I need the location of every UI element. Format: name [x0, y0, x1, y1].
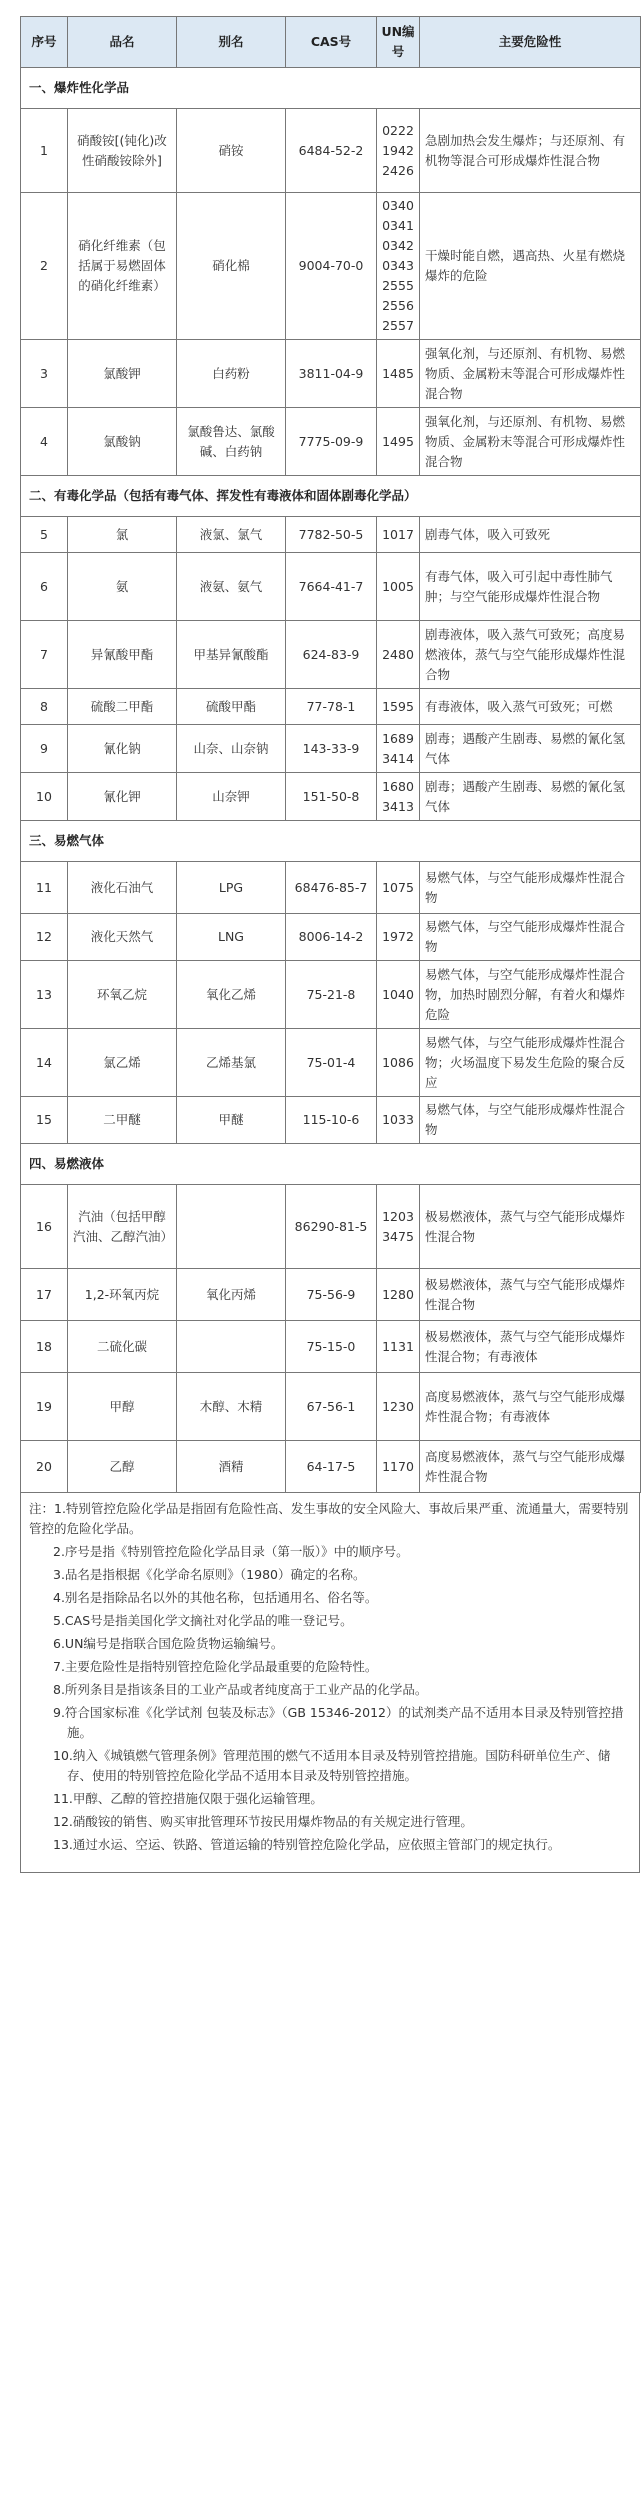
row-name: 乙醇 — [68, 1441, 177, 1493]
row-un: 1086 — [377, 1029, 420, 1097]
row-alias: 氧化丙烯 — [177, 1269, 286, 1321]
row-alias — [177, 1185, 286, 1269]
row-hazard: 易燃气体，与空气能形成爆炸性混合物 — [420, 914, 641, 961]
row-un: 1075 — [377, 862, 420, 914]
note-item: 13.通过水运、空运、铁路、管道运输的特别管控危险化学品，应依照主管部门的规定执行。 — [53, 1837, 561, 1852]
row-hazard: 易燃气体，与空气能形成爆炸性混合物；火场温度下易发生危险的聚合反应 — [420, 1029, 641, 1097]
row-cas: 7664-41-7 — [286, 553, 377, 621]
section-row — [21, 821, 641, 862]
table-row — [21, 961, 641, 1029]
row-hazard: 高度易燃液体，蒸气与空气能形成爆炸性混合物 — [420, 1441, 641, 1493]
row-cas: 3811-04-9 — [286, 340, 377, 408]
table-row — [21, 517, 641, 553]
row-number: 15 — [21, 1097, 68, 1144]
row-alias: 氧化乙烯 — [177, 961, 286, 1029]
note-item: 8.所列条目是指该条目的工业产品或者纯度高于工业产品的化学品。 — [53, 1682, 428, 1697]
row-number: 8 — [21, 689, 68, 725]
note-item: 10.纳入《城镇燃气管理条例》管理范围的燃气不适用本目录及特别管控措施。国防科研单位生产、储存、使用的特别管控危险化学品不适用本目录及特别管控措施。 — [53, 1748, 611, 1783]
note-item: 2.序号是指《特别管控危险化学品目录（第一版）》中的顺序号。 — [53, 1544, 409, 1559]
row-number: 3 — [21, 340, 68, 408]
row-name: 氯 — [68, 517, 177, 553]
table-row — [21, 862, 641, 914]
row-hazard: 急剧加热会发生爆炸；与还原剂、有机物等混合可形成爆炸性混合物 — [420, 109, 641, 193]
row-number: 16 — [21, 1185, 68, 1269]
section-title: 三、易燃气体 — [21, 821, 641, 862]
row-hazard: 易燃气体，与空气能形成爆炸性混合物 — [420, 1097, 641, 1144]
row-cas: 75-21-8 — [286, 961, 377, 1029]
row-hazard: 有毒液体，吸入蒸气可致死；可燃 — [420, 689, 641, 725]
row-cas: 7782-50-5 — [286, 517, 377, 553]
row-number: 5 — [21, 517, 68, 553]
row-cas: 75-01-4 — [286, 1029, 377, 1097]
table-row — [21, 1373, 641, 1441]
row-hazard: 有毒气体，吸入可引起中毒性肺气肿；与空气能形成爆炸性混合物 — [420, 553, 641, 621]
row-alias: 氯酸鲁达、氯酸碱、白药钠 — [177, 408, 286, 476]
row-number: 2 — [21, 193, 68, 340]
row-name: 氰化钾 — [68, 773, 177, 821]
table-row — [21, 1321, 641, 1373]
header-hazard: 主要危险性 — [420, 17, 641, 68]
row-name: 氯酸钾 — [68, 340, 177, 408]
row-alias: 液氨、氨气 — [177, 553, 286, 621]
note-item: 7.主要危险性是指特别管控危险化学品最重要的危险特性。 — [53, 1659, 378, 1674]
document — [20, 16, 640, 1873]
table-row — [21, 1029, 641, 1097]
note-item: 9.符合国家标准《化学试剂 包装及标志》（GB 15346-2012）的试剂类产品不适用本目录及特别管控措施。 — [53, 1705, 624, 1740]
header-name: 品名 — [68, 17, 177, 68]
row-alias: 硝化棉 — [177, 193, 286, 340]
row-number: 6 — [21, 553, 68, 621]
table-row — [21, 1097, 641, 1144]
row-name: 环氧乙烷 — [68, 961, 177, 1029]
row-name: 硫酸二甲酯 — [68, 689, 177, 725]
table-row — [21, 773, 641, 821]
row-un: 2480 — [377, 621, 420, 689]
row-alias: 山奈、山奈钠 — [177, 725, 286, 773]
row-name: 硝酸铵[(钝化)改性硝酸铵除外] — [68, 109, 177, 193]
row-number: 11 — [21, 862, 68, 914]
table-row — [21, 1441, 641, 1493]
row-name: 液化石油气 — [68, 862, 177, 914]
row-name: 氯酸钠 — [68, 408, 177, 476]
row-alias: 乙烯基氯 — [177, 1029, 286, 1097]
row-cas: 624-83-9 — [286, 621, 377, 689]
note-item: 5.CAS号是指美国化学文摘社对化学品的唯一登记号。 — [53, 1613, 353, 1628]
table-row — [21, 621, 641, 689]
row-un: 1972 — [377, 914, 420, 961]
row-un: 1680 3413 — [377, 773, 420, 821]
row-cas: 115-10-6 — [286, 1097, 377, 1144]
row-name: 1,2-环氧丙烷 — [68, 1269, 177, 1321]
row-number: 13 — [21, 961, 68, 1029]
row-cas: 143-33-9 — [286, 725, 377, 773]
row-cas: 68476-85-7 — [286, 862, 377, 914]
note-item: 11.甲醇、乙醇的管控措施仅限于强化运输管理。 — [53, 1791, 323, 1806]
row-hazard: 强氧化剂，与还原剂、有机物、易燃物质、金属粉末等混合可形成爆炸性混合物 — [420, 340, 641, 408]
row-un: 1280 — [377, 1269, 420, 1321]
row-cas: 75-56-9 — [286, 1269, 377, 1321]
row-hazard: 高度易燃液体，蒸气与空气能形成爆炸性混合物；有毒液体 — [420, 1373, 641, 1441]
row-hazard: 极易燃液体，蒸气与空气能形成爆炸性混合物 — [420, 1185, 641, 1269]
row-un: 1495 — [377, 408, 420, 476]
header-cas: CAS号 — [286, 17, 377, 68]
row-cas: 8006-14-2 — [286, 914, 377, 961]
row-alias: 白药粉 — [177, 340, 286, 408]
chemicals-table — [20, 16, 641, 1493]
row-hazard: 极易燃液体，蒸气与空气能形成爆炸性混合物 — [420, 1269, 641, 1321]
row-name: 汽油（包括甲醇汽油、乙醇汽油） — [68, 1185, 177, 1269]
row-un: 1203 3475 — [377, 1185, 420, 1269]
section-row — [21, 68, 641, 109]
note-item: 4.别名是指除品名以外的其他名称，包括通用名、俗名等。 — [53, 1590, 378, 1605]
row-un: 1689 3414 — [377, 725, 420, 773]
row-name: 异氰酸甲酯 — [68, 621, 177, 689]
row-cas: 9004-70-0 — [286, 193, 377, 340]
row-un: 1170 — [377, 1441, 420, 1493]
row-number: 7 — [21, 621, 68, 689]
table-row — [21, 1269, 641, 1321]
row-un: 1131 — [377, 1321, 420, 1373]
row-cas: 6484-52-2 — [286, 109, 377, 193]
table-row — [21, 408, 641, 476]
header-row — [21, 17, 641, 68]
row-cas: 64-17-5 — [286, 1441, 377, 1493]
section-row — [21, 1144, 641, 1185]
row-name: 二甲醚 — [68, 1097, 177, 1144]
row-hazard: 极易燃液体，蒸气与空气能形成爆炸性混合物；有毒液体 — [420, 1321, 641, 1373]
row-number: 14 — [21, 1029, 68, 1097]
row-name: 液化天然气 — [68, 914, 177, 961]
note-item: 12.硝酸铵的销售、购买审批管理环节按民用爆炸物品的有关规定进行管理。 — [53, 1814, 473, 1829]
row-un: 1485 — [377, 340, 420, 408]
header-no: 序号 — [21, 17, 68, 68]
row-hazard: 剧毒气体，吸入可致死 — [420, 517, 641, 553]
row-hazard: 剧毒；遇酸产生剧毒、易燃的氰化氢气体 — [420, 725, 641, 773]
row-name: 氰化钠 — [68, 725, 177, 773]
row-hazard: 易燃气体，与空气能形成爆炸性混合物 — [420, 862, 641, 914]
row-alias: 山奈钾 — [177, 773, 286, 821]
row-un: 1040 — [377, 961, 420, 1029]
row-name: 氯乙烯 — [68, 1029, 177, 1097]
row-number: 1 — [21, 109, 68, 193]
row-hazard: 剧毒；遇酸产生剧毒、易燃的氰化氢气体 — [420, 773, 641, 821]
row-alias: 硝铵 — [177, 109, 286, 193]
table-row — [21, 109, 641, 193]
row-cas: 77-78-1 — [286, 689, 377, 725]
row-alias: 酒精 — [177, 1441, 286, 1493]
notes — [20, 1493, 640, 1873]
row-alias: 液氯、氯气 — [177, 517, 286, 553]
section-row — [21, 476, 641, 517]
row-un: 0340 0341 0342 0343 2555 2556 2557 — [377, 193, 420, 340]
row-un: 1033 — [377, 1097, 420, 1144]
row-number: 18 — [21, 1321, 68, 1373]
table-row — [21, 725, 641, 773]
row-un: 1595 — [377, 689, 420, 725]
row-hazard: 强氧化剂，与还原剂、有机物、易燃物质、金属粉末等混合可形成爆炸性混合物 — [420, 408, 641, 476]
section-title: 二、有毒化学品（包括有毒气体、挥发性有毒液体和固体剧毒化学品） — [21, 476, 641, 517]
row-number: 20 — [21, 1441, 68, 1493]
row-name: 硝化纤维素（包括属于易燃固体的硝化纤维素） — [68, 193, 177, 340]
table-row — [21, 340, 641, 408]
row-un: 0222 1942 2426 — [377, 109, 420, 193]
row-cas: 86290-81-5 — [286, 1185, 377, 1269]
table-row — [21, 689, 641, 725]
row-number: 10 — [21, 773, 68, 821]
row-number: 19 — [21, 1373, 68, 1441]
row-name: 氨 — [68, 553, 177, 621]
row-hazard: 易燃气体，与空气能形成爆炸性混合物，加热时剧烈分解，有着火和爆炸危险 — [420, 961, 641, 1029]
note-item: 6.UN编号是指联合国危险货物运输编号。 — [53, 1636, 284, 1651]
row-un: 1230 — [377, 1373, 420, 1441]
table-row — [21, 193, 641, 340]
header-un: UN编号 — [377, 17, 420, 68]
row-number: 4 — [21, 408, 68, 476]
row-alias: 木醇、木精 — [177, 1373, 286, 1441]
row-un: 1005 — [377, 553, 420, 621]
row-cas: 75-15-0 — [286, 1321, 377, 1373]
note-item: 注：1.特别管控危险化学品是指固有危险性高、发生事故的安全风险大、事故后果严重、流通量大，需要特别管控的危险化学品。 — [29, 1501, 629, 1536]
row-hazard: 剧毒液体，吸入蒸气可致死；高度易燃液体，蒸气与空气能形成爆炸性混合物 — [420, 621, 641, 689]
row-alias: LNG — [177, 914, 286, 961]
row-alias: LPG — [177, 862, 286, 914]
row-name: 甲醇 — [68, 1373, 177, 1441]
table-row — [21, 553, 641, 621]
section-title: 一、爆炸性化学品 — [21, 68, 641, 109]
section-title: 四、易燃液体 — [21, 1144, 641, 1185]
table-row — [21, 1185, 641, 1269]
row-hazard: 干燥时能自燃，遇高热、火星有燃烧爆炸的危险 — [420, 193, 641, 340]
table-row — [21, 914, 641, 961]
row-number: 12 — [21, 914, 68, 961]
row-cas: 7775-09-9 — [286, 408, 377, 476]
row-cas: 151-50-8 — [286, 773, 377, 821]
row-alias: 甲醚 — [177, 1097, 286, 1144]
row-alias — [177, 1321, 286, 1373]
row-name: 二硫化碳 — [68, 1321, 177, 1373]
row-cas: 67-56-1 — [286, 1373, 377, 1441]
row-number: 17 — [21, 1269, 68, 1321]
header-alias: 别名 — [177, 17, 286, 68]
row-un: 1017 — [377, 517, 420, 553]
row-alias: 甲基异氰酸酯 — [177, 621, 286, 689]
note-item: 3.品名是指根据《化学命名原则》（1980）确定的名称。 — [53, 1567, 366, 1582]
row-number: 9 — [21, 725, 68, 773]
row-alias: 硫酸甲酯 — [177, 689, 286, 725]
